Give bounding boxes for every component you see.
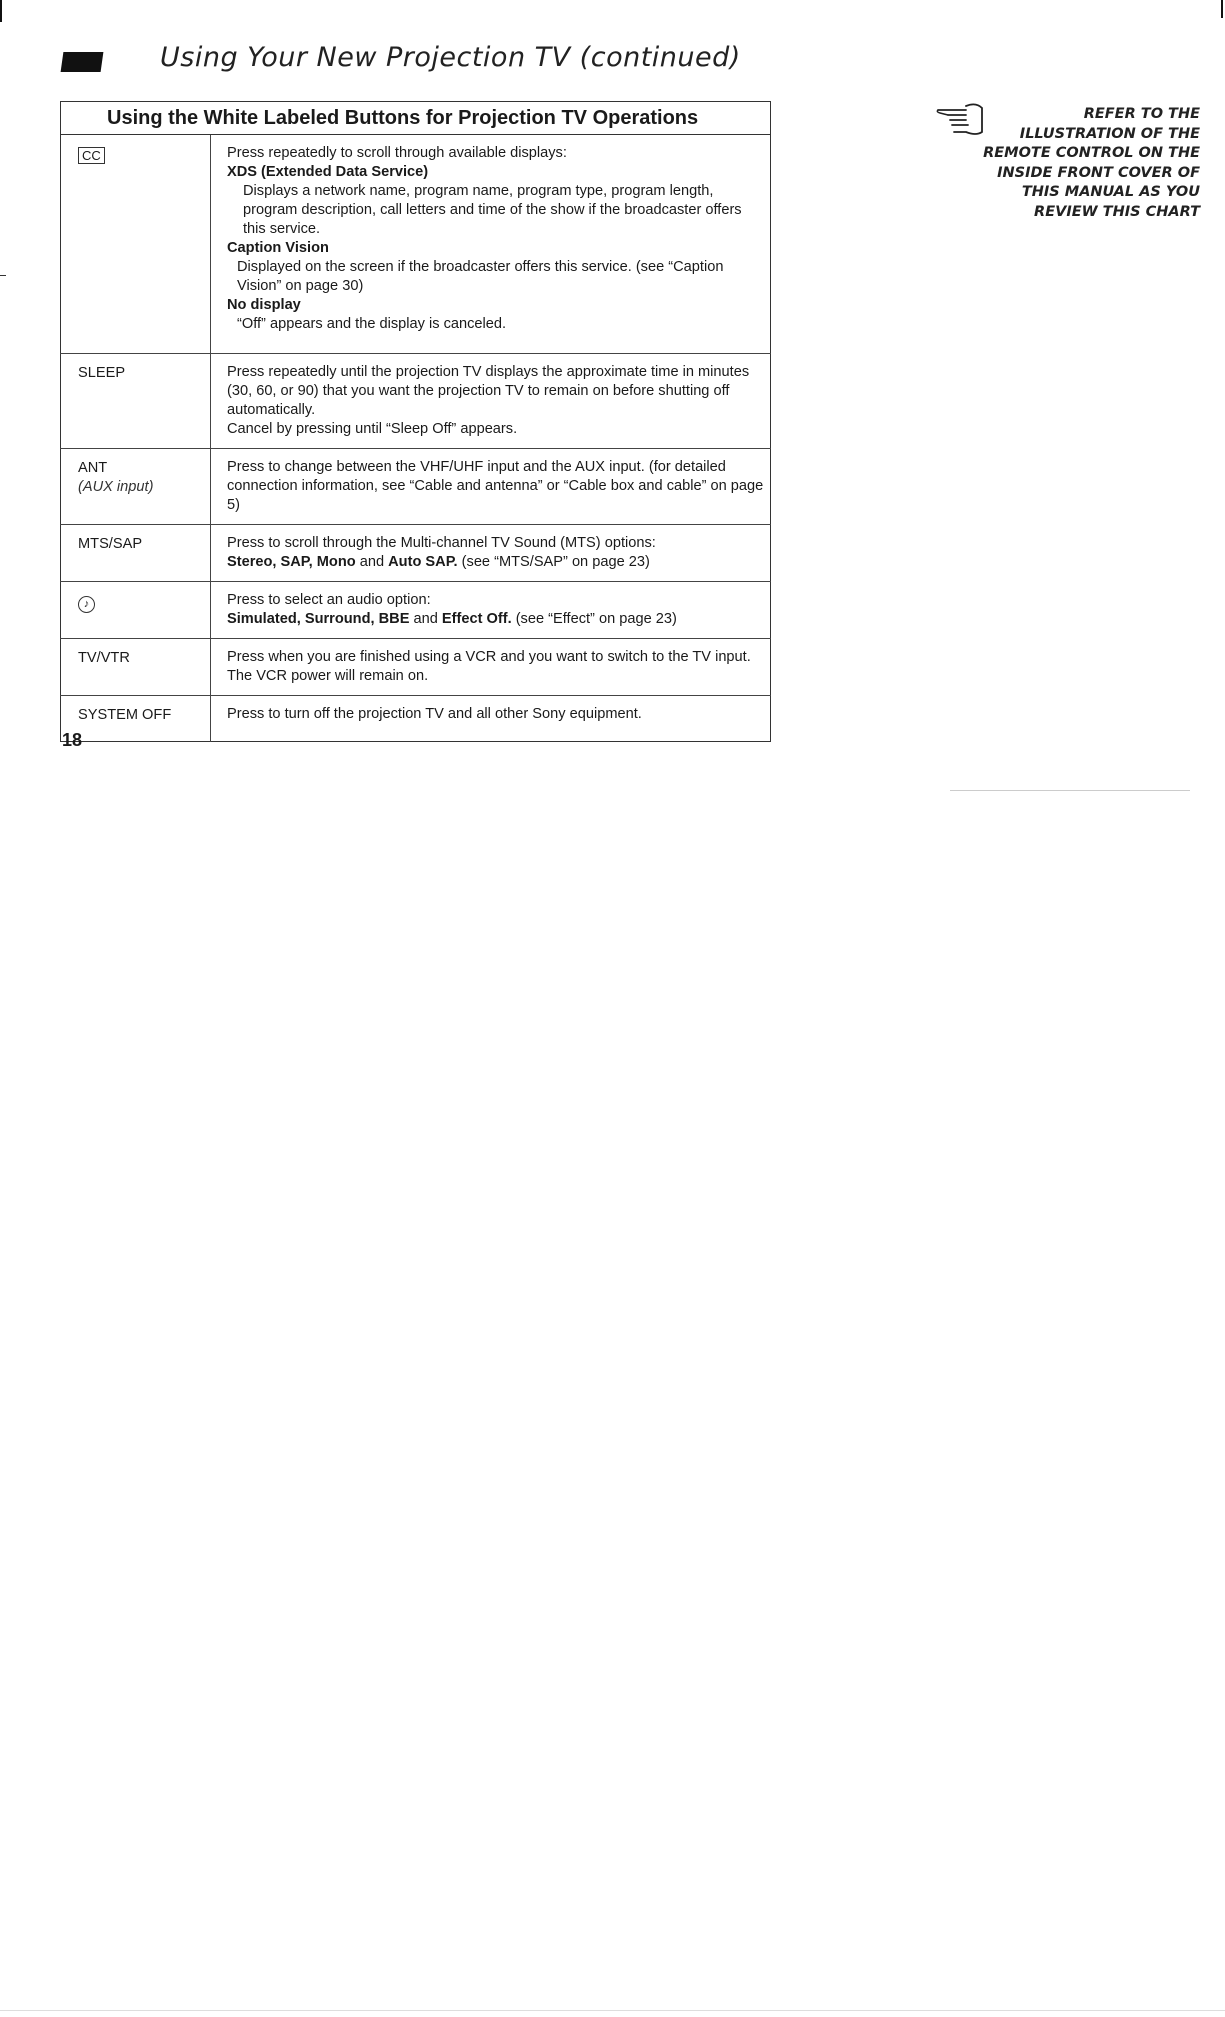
- section-marker: [61, 52, 104, 72]
- page-number: 18: [62, 730, 83, 750]
- right-edge-mark: [1221, 0, 1223, 18]
- margin-tick: [0, 275, 6, 276]
- effect-options-bold: Simulated, Surround, BBE: [227, 611, 410, 627]
- mts-and: and: [355, 554, 389, 570]
- desc-cell: [211, 354, 771, 449]
- scan-artifact-line: [950, 790, 1190, 791]
- xds-title: XDS (Extended Data Service): [227, 164, 429, 180]
- effect-off: Effect Off.: [441, 611, 512, 627]
- key-cell: [61, 639, 211, 696]
- cc-button-label: CC: [78, 147, 105, 164]
- tvvtr-button-label: TV/VTR: [78, 650, 130, 666]
- sleep-cancel-text: Cancel by pressing until “Sleep Off” appears.: [227, 421, 518, 437]
- side-note: REFER TO THE ILLUSTRATION OF THE REMOTE CONTROL ON THE INSIDE FRONT COVER OF THIS MANUAL AS YOU REVIEW THIS CHART: [983, 106, 1200, 220]
- table-row-cc: [61, 135, 771, 354]
- mts-options: [227, 553, 764, 572]
- table-row-effect: [61, 582, 771, 639]
- tvvtr-text: Press when you are finished using a VCR and you want to switch to the TV input. The VCR power will remain on.: [227, 649, 751, 684]
- page-title: Using Your New Projection TV (continued): [160, 42, 741, 73]
- effect-button-icon: ♪: [78, 596, 95, 613]
- scan-artifact-bottom: [0, 2010, 1225, 2011]
- caption-text: Displayed on the screen if the broadcaster offers this service. (see “Caption Vision” on page 30): [237, 259, 724, 294]
- effect-ref: (see “Effect” on page 23): [511, 611, 677, 627]
- key-cell: [61, 525, 211, 582]
- system-off-text: Press to turn off the projection TV and all other Sony equipment.: [227, 706, 642, 722]
- effect-and: and: [409, 611, 442, 627]
- table-row-ant: [61, 449, 771, 525]
- mts-options-bold: Stereo, SAP, Mono: [227, 554, 356, 570]
- caption-title: Caption Vision: [227, 240, 329, 256]
- table-row-sleep: [61, 354, 771, 449]
- table-row-system-off: [61, 696, 771, 742]
- key-cell: [61, 449, 211, 525]
- operations-table: [60, 101, 771, 742]
- mts-intro: Press to scroll through the Multi-channel TV Sound (MTS) options:: [227, 535, 656, 551]
- xds-text: Displays a network name, program name, program type, program length, program description, call letters and time of the show if the broadcaster offers this service.: [243, 183, 742, 237]
- ant-button-label: ANT: [78, 460, 108, 476]
- table-row-tvvtr: [61, 639, 771, 696]
- ant-text: Press to change between the VHF/UHF input and the AUX input. (for detailed connection information, see “Cable and antenna” or “Cable box and cable” on page 5): [227, 459, 764, 513]
- table-heading: Using the White Labeled Buttons for Projection TV Operations: [61, 102, 771, 135]
- mts-ref: (see “MTS/SAP” on page 23): [457, 554, 650, 570]
- cc-intro: Press repeatedly to scroll through available displays:: [227, 145, 567, 161]
- nodisplay-title: No display: [227, 297, 301, 313]
- mts-auto-sap: Auto SAP.: [388, 554, 458, 570]
- desc-cell: [211, 582, 771, 639]
- desc-cell: [211, 135, 771, 354]
- system-off-button-label: SYSTEM OFF: [78, 707, 172, 723]
- table-heading-row: [61, 102, 771, 135]
- effect-options: [227, 610, 764, 629]
- table-row-mts: [61, 525, 771, 582]
- mts-button-label: MTS/SAP: [78, 536, 143, 552]
- left-edge-mark: [0, 0, 2, 22]
- key-cell: [61, 135, 211, 354]
- ant-button-sublabel: (AUX input): [78, 479, 154, 495]
- nodisplay-text: “Off” appears and the display is canceled.: [237, 316, 507, 332]
- key-cell: [61, 354, 211, 449]
- key-cell: [61, 696, 211, 742]
- desc-cell: [211, 525, 771, 582]
- desc-cell: [211, 449, 771, 525]
- desc-cell: [211, 639, 771, 696]
- effect-intro: Press to select an audio option:: [227, 592, 431, 608]
- desc-cell: [211, 696, 771, 742]
- key-cell: [61, 582, 211, 639]
- sleep-button-label: SLEEP: [78, 365, 126, 381]
- sleep-text: Press repeatedly until the projection TV displays the approximate time in minutes (30, 60, or 90) that you want the projection TV to remain on before shutting off automatically.: [227, 364, 750, 418]
